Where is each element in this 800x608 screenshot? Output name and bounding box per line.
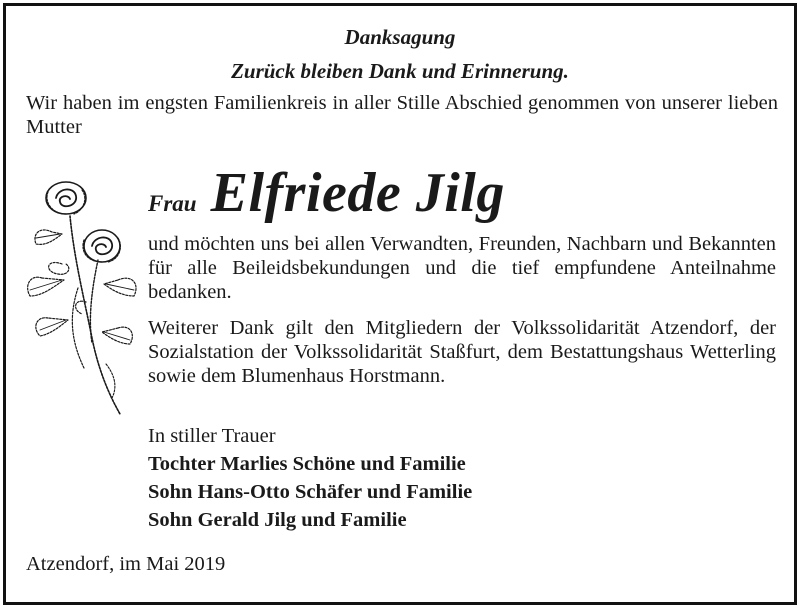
notice-motto: Zurück bleiben Dank und Erinnerung. bbox=[231, 59, 569, 83]
thanks-text: und möchten uns bei allen Verwandten, Freunden, Nachbarn und Bekannten für alle Beileidsbekundungen und die tief empfundene Anteilnahme bedanken. bbox=[148, 233, 776, 303]
salutation: Frau bbox=[148, 191, 197, 216]
mourner-line: Sohn Hans-Otto Schäfer und Familie bbox=[148, 481, 473, 503]
mourner-line: Sohn Gerald Jilg und Familie bbox=[148, 509, 407, 531]
roses-icon bbox=[22, 168, 140, 420]
deceased-name-line bbox=[148, 158, 505, 228]
mourner-line: Tochter Marlies Schöne und Familie bbox=[148, 453, 466, 475]
place-date: Atzendorf, im Mai 2019 bbox=[26, 553, 226, 575]
deceased-name: Elfriede Jilg bbox=[210, 162, 505, 224]
intro-text: Wir haben im engsten Familienkreis in aller Stille Abschied genommen von unserer lieben Mutter bbox=[26, 92, 778, 138]
mourning-intro: In stiller Trauer bbox=[148, 425, 276, 447]
notice-title: Danksagung bbox=[344, 25, 456, 49]
further-thanks-text: Weiterer Dank gilt den Mitgliedern der Volkssolidarität Atzendorf, der Sozialstation der Volkssolidarität Staßfurt, dem Bestattungshaus Wetterling sowie dem Blumenhaus Horstmann. bbox=[148, 317, 776, 387]
